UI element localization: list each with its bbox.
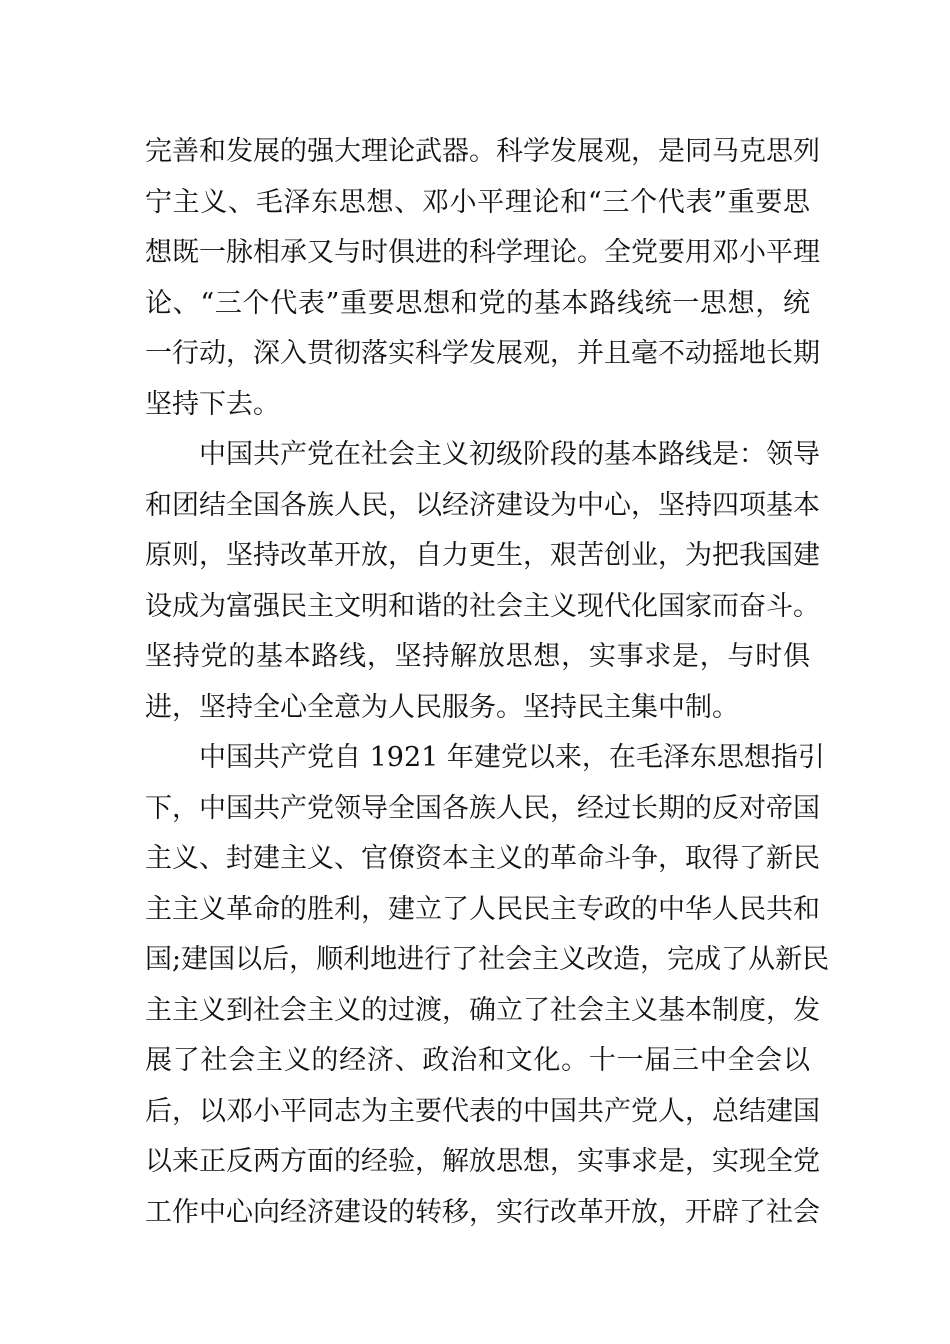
text-line: 下，中国共产党领导全国各族人民，经过长期的反对帝国	[145, 792, 820, 824]
text-line: 完善和发展的强大理论武器。科学发展观，是同马克思列	[145, 136, 820, 167]
text-line: 原则，坚持改革开放，自力更生，艰苦创业，为把我国建	[145, 540, 820, 571]
text-line: 想既一脉相承又与时俱进的科学理论。全党要用邓小平理	[145, 237, 820, 268]
text-line: 一行动，深入贯彻落实科学发展观，并且毫不动摇地长期	[145, 338, 820, 369]
text-line: 中国共产党自 1921 年建党以来，在毛泽东思想指引	[199, 742, 825, 773]
text-line: 主主义到社会主义的过渡，确立了社会主义基本制度，发	[145, 994, 820, 1026]
text-line: 进，坚持全心全意为人民服务。坚持民主集中制。	[145, 691, 739, 723]
text-line: 设成为富强民主文明和谐的社会主义现代化国家而奋斗。	[145, 590, 820, 622]
text-line: 国;建国以后，顺利地进行了社会主义改造，完成了从新民	[145, 944, 830, 975]
text-line: 以来正反两方面的经验，解放思想，实事求是，实现全党	[145, 1146, 820, 1177]
paragraph	[145, 430, 820, 733]
text-line: 主义、封建主义、官僚资本主义的革命斗争，取得了新民	[145, 843, 820, 874]
text-line: 工作中心向经济建设的转移，实行改革开放，开辟了社会	[145, 1196, 820, 1228]
text-line: 后，以邓小平同志为主要代表的中国共产党人，总结建国	[145, 1095, 820, 1127]
text-line: 和团结全国各族人民，以经济建设为中心，坚持四项基本	[145, 489, 820, 521]
text-line: 坚持党的基本路线，坚持解放思想，实事求是，与时俱	[145, 641, 810, 672]
paragraph	[145, 733, 830, 1238]
text-line: 坚持下去。	[145, 388, 280, 420]
paragraph	[145, 127, 820, 430]
body-text	[145, 127, 830, 1238]
text-line: 论、“三个代表”重要思想和党的基本路线统一思想，统	[145, 287, 810, 319]
text-line: 展了社会主义的经济、政治和文化。十一届三中全会以	[145, 1045, 810, 1076]
text-line: 中国共产党在社会主义初级阶段的基本路线是：领导	[199, 439, 820, 470]
text-line: 主主义革命的胜利，建立了人民民主专政的中华人民共和	[145, 893, 820, 925]
text-line: 宁主义、毛泽东思想、邓小平理论和“三个代表”重要思	[145, 186, 810, 218]
